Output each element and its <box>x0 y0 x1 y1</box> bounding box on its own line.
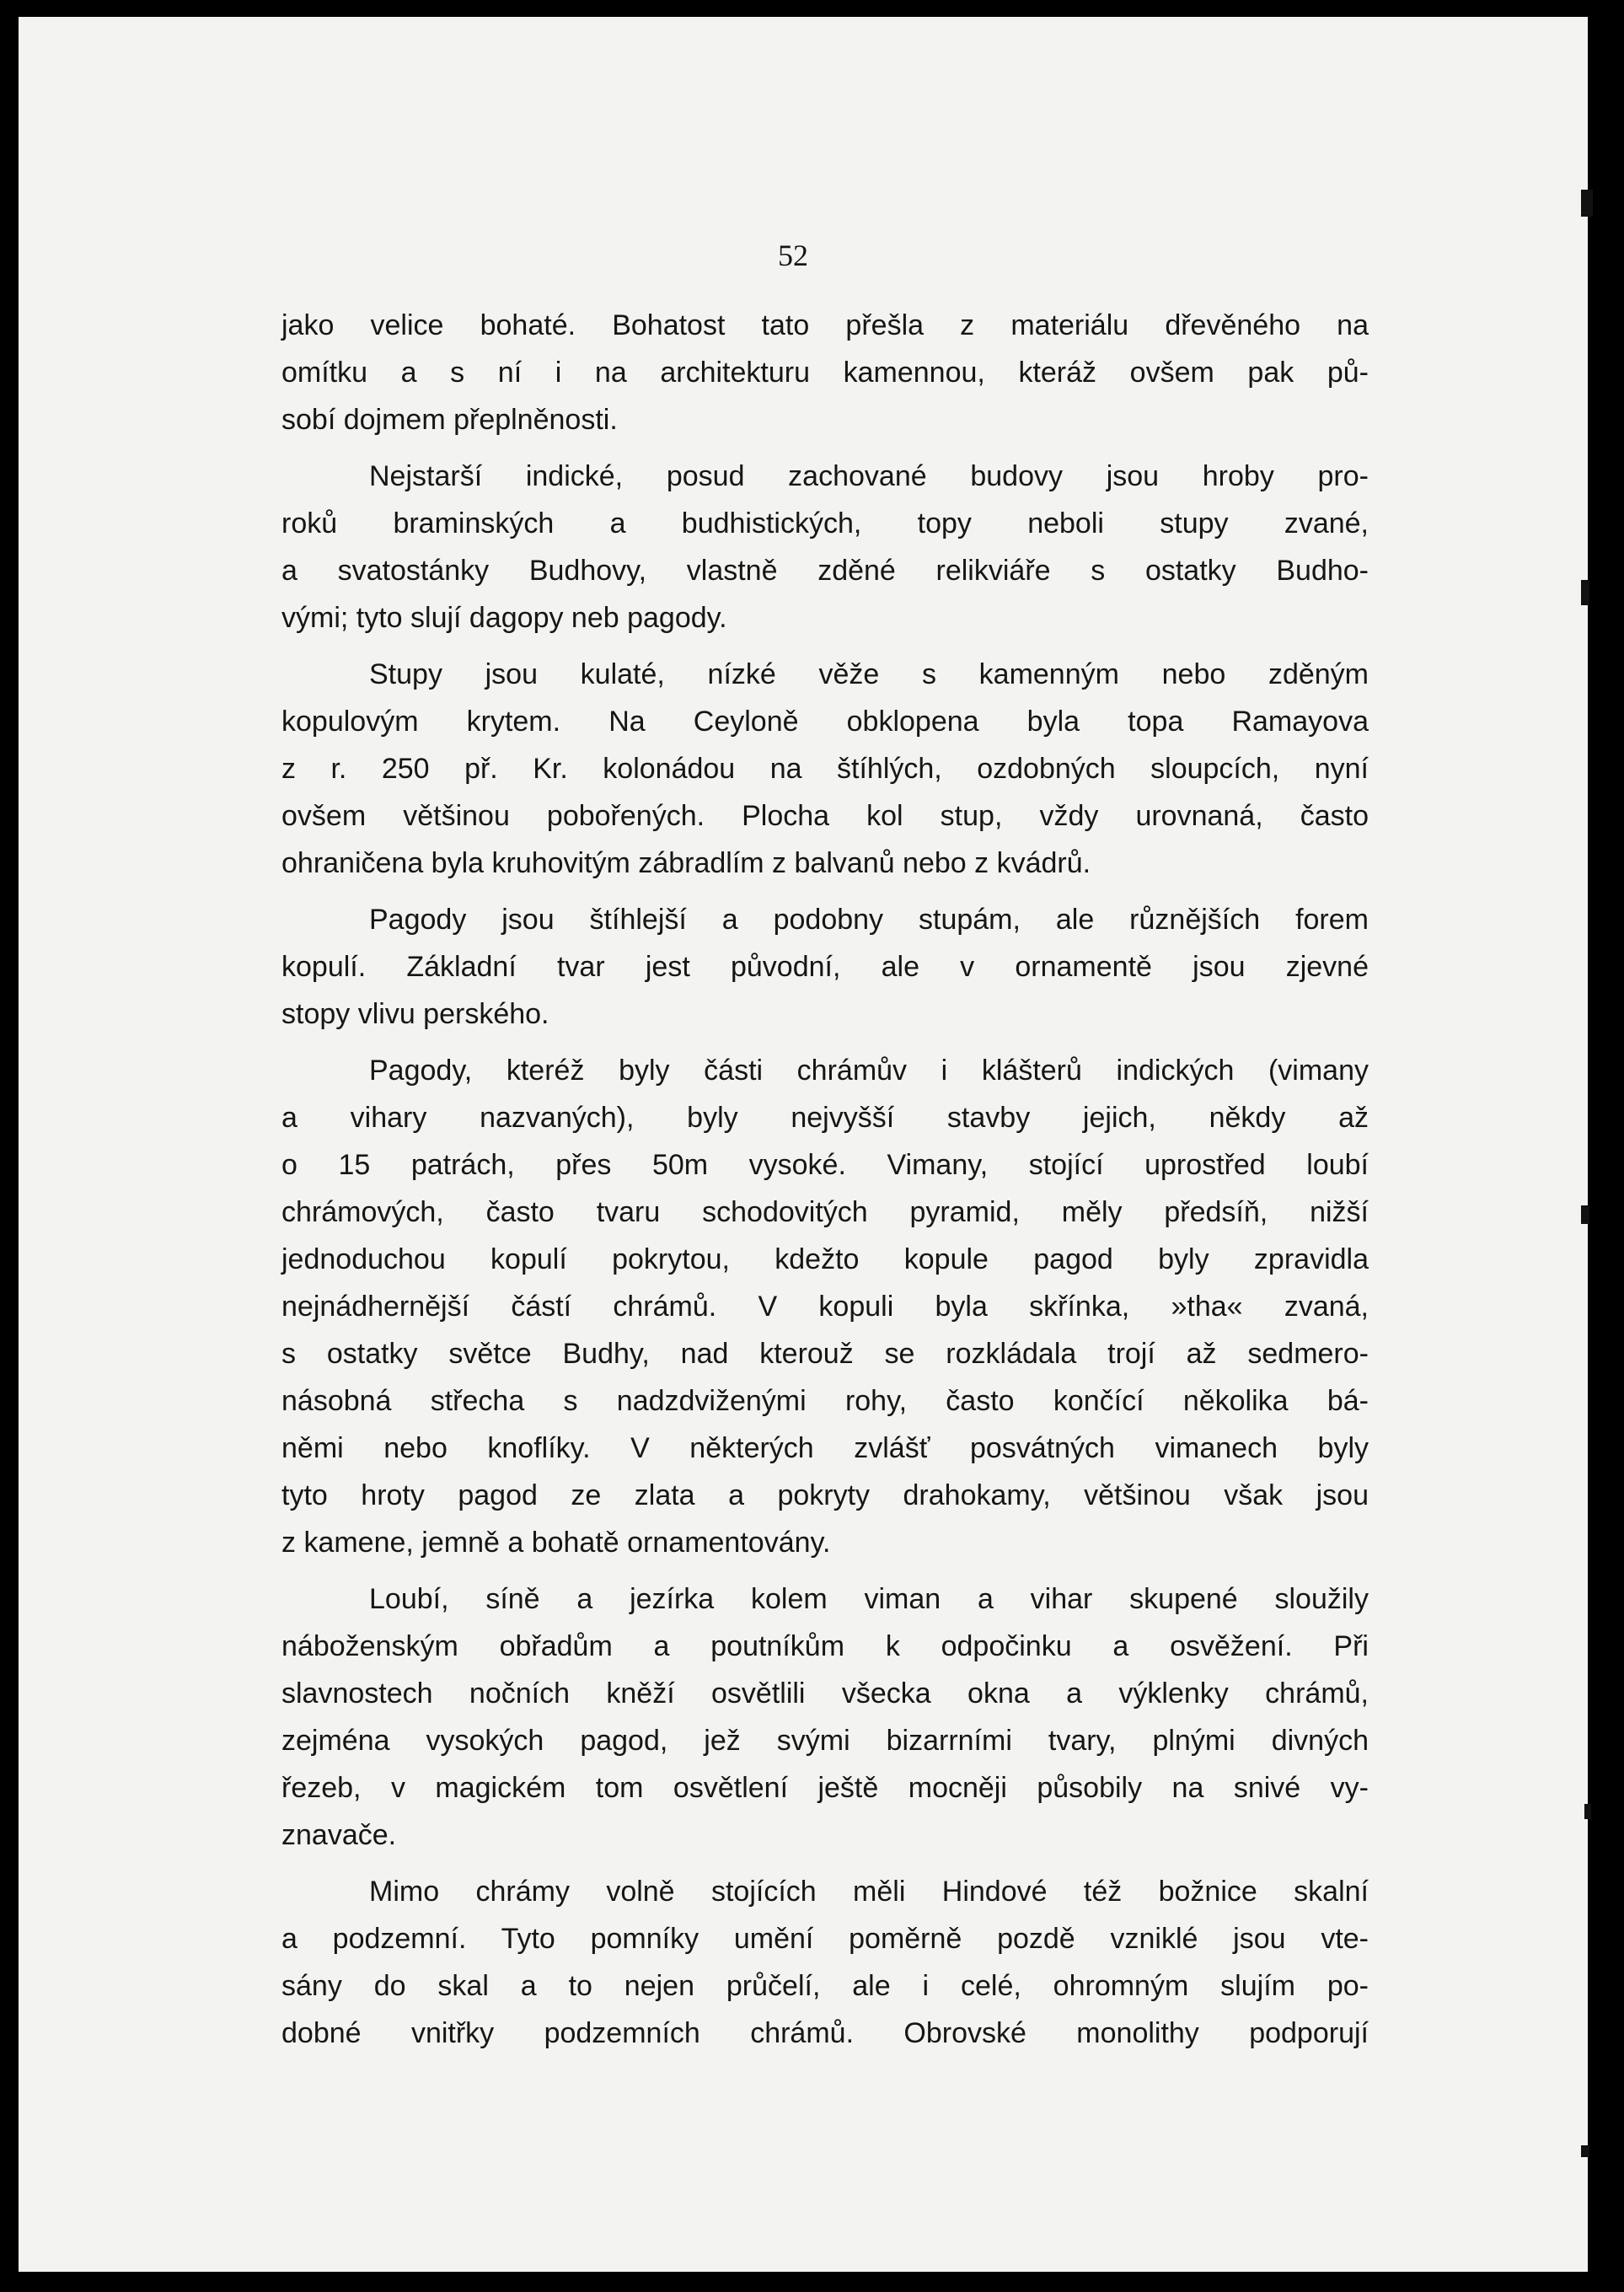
text-line: omítku a s ní i na architekturu kamennou, kteráž ovšem pak pů- <box>281 357 1369 389</box>
text-line: řezeb, v magickém tom osvětlení ještě mocněji působily na snivé vy- <box>281 1772 1369 1804</box>
text-line: němi nebo knoflíky. V některých zvlášť posvátných vimanech byly <box>281 1432 1369 1464</box>
paragraph-gap <box>281 887 1369 896</box>
text-line: tyto hroty pagod ze zlata a pokryty drahokamy, většinou však jsou <box>281 1479 1369 1511</box>
text-line: chrámových, často tvaru schodovitých pyramid, měly předsíň, nižší <box>281 1196 1369 1228</box>
paragraph-gap <box>281 1038 1369 1047</box>
text-line: o 15 patrách, přes 50m vysoké. Vimany, stojící uprostřed loubí <box>281 1149 1369 1181</box>
text-line: roků braminských a budhistických, topy neboli stupy zvané, <box>281 507 1369 539</box>
body-text <box>281 302 1369 2057</box>
scan-edge-mark <box>1581 190 1593 217</box>
text-line: stopy vlivu perského. <box>281 998 549 1030</box>
text-line: jednoduchou kopulí pokrytou, kdežto kopule pagod byly zpravidla <box>281 1243 1369 1275</box>
text-line: Mimo chrámy volně stojících měli Hindové též božnice skalní <box>369 1876 1369 1908</box>
paragraph-gap <box>281 1859 1369 1868</box>
scanned-page <box>19 17 1588 2272</box>
text-line: sobí dojmem přeplněnosti. <box>281 404 618 436</box>
text-line: kopulí. Základní tvar jest původní, ale v ornamentě jsou zjevné <box>281 951 1369 983</box>
text-line: ohraničena byla kruhovitým zábradlím z balvanů nebo z kvádrů. <box>281 847 1091 879</box>
text-line: slavnostech nočních kněží osvětlili všecka okna a výklenky chrámů, <box>281 1677 1369 1710</box>
text-line: a vihary nazvaných), byly nejvyšší stavby jejich, někdy až <box>281 1102 1369 1134</box>
text-line: zejména vysokých pagod, jež svými bizarrními tvary, plnými divných <box>281 1725 1369 1757</box>
text-line: ovšem většinou pobořených. Plocha kol stup, vždy urovnaná, často <box>281 800 1369 832</box>
text-line: jako velice bohaté. Bohatost tato přešla z materiálu dřevěného na <box>281 309 1369 341</box>
scan-edge-mark <box>1581 1205 1589 1224</box>
text-line: vými; tyto slují dagopy neb pagody. <box>281 602 727 634</box>
paragraph-gap <box>281 641 1369 651</box>
text-line: z r. 250 př. Kr. kolonádou na štíhlých, ozdobných sloupcích, nyní <box>281 753 1369 785</box>
text-line: a svatostánky Budhovy, vlastně zděné relikviáře s ostatky Budho- <box>281 555 1369 587</box>
text-line: náboženským obřadům a poutníkům k odpočinku a osvěžení. Při <box>281 1630 1369 1662</box>
text-line: Pagody jsou štíhlejší a podobny stupám, ale různějších forem <box>369 904 1369 936</box>
text-line: nejnádhernější částí chrámů. V kopuli byla skřínka, »tha« zvaná, <box>281 1291 1369 1323</box>
scan-edge-mark <box>1581 580 1589 605</box>
text-line: a podzemní. Tyto pomníky umění poměrně pozdě vzniklé jsou vte- <box>281 1923 1369 1955</box>
text-line: sány do skal a to nejen průčelí, ale i celé, ohromným slujím po- <box>281 1970 1369 2002</box>
text-line: kopulovým krytem. Na Ceyloně obklopena byla topa Ramayova <box>281 706 1369 738</box>
scan-edge-mark <box>1581 2145 1589 2157</box>
scan-edge-mark <box>1584 1804 1591 1819</box>
text-line: násobná střecha s nadzdviženými rohy, často končící několika bá- <box>281 1385 1369 1417</box>
text-line: z kamene, jemně a bohatě ornamentovány. <box>281 1527 831 1559</box>
text-line: Pagody, kteréž byly části chrámův i klášterů indických (vimany <box>369 1055 1369 1087</box>
text-line: Nejstarší indické, posud zachované budovy jsou hroby pro- <box>369 460 1369 492</box>
text-line: Stupy jsou kulaté, nízké věže s kamenným nebo zděným <box>369 658 1369 690</box>
text-line: dobné vnitřky podzemních chrámů. Obrovské monolithy podporují <box>281 2017 1369 2049</box>
page-number: 52 <box>778 239 808 272</box>
paragraph-gap <box>281 1566 1369 1575</box>
text-line: Loubí, síně a jezírka kolem viman a vihar skupené sloužily <box>369 1583 1369 1615</box>
paragraph-gap <box>281 443 1369 453</box>
text-line: s ostatky světce Budhy, nad kterouž se rozkládala trojí až sedmero- <box>281 1338 1369 1370</box>
text-line: znavače. <box>281 1819 397 1851</box>
